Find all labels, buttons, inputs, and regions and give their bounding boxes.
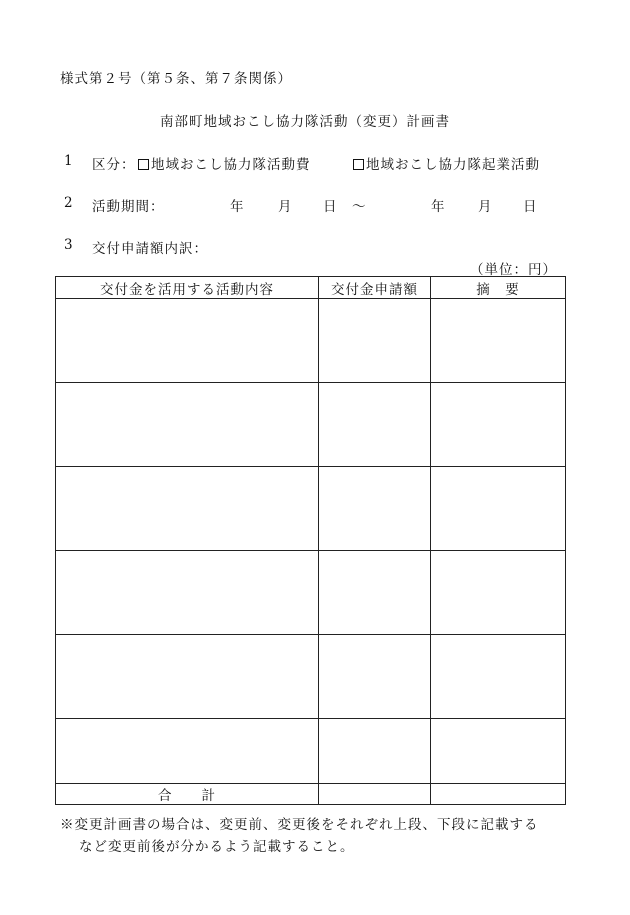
total-remarks-cell[interactable] bbox=[431, 784, 566, 805]
table-row bbox=[56, 383, 566, 467]
period-start-day: 日 bbox=[323, 199, 338, 215]
activity-cell[interactable] bbox=[56, 635, 319, 719]
remarks-cell[interactable] bbox=[431, 719, 566, 784]
table-total-row bbox=[56, 784, 566, 805]
table-row bbox=[56, 299, 566, 383]
page-title: 南部町地域おこし協力隊活動（変更）計画書 bbox=[160, 114, 450, 130]
header-remarks: 摘 要 bbox=[431, 277, 566, 299]
form-number: 様式第２号（第５条、第７条関係） bbox=[60, 71, 292, 87]
remarks-cell[interactable] bbox=[431, 551, 566, 635]
footnote bbox=[60, 814, 539, 858]
application-table bbox=[55, 276, 566, 805]
period-end-month: 月 bbox=[478, 199, 493, 215]
footnote-line-1: ※変更計画書の場合は、変更前、変更後をそれぞれ上段、下段に記載する bbox=[60, 817, 539, 833]
amount-cell[interactable] bbox=[319, 299, 431, 383]
item3-number: 3 bbox=[64, 237, 74, 253]
period-tilde: 〜 bbox=[352, 199, 367, 215]
item2-number: 2 bbox=[64, 195, 74, 211]
period-end-year: 年 bbox=[431, 199, 446, 215]
remarks-cell[interactable] bbox=[431, 635, 566, 719]
amount-cell[interactable] bbox=[319, 467, 431, 551]
activity-cell[interactable] bbox=[56, 719, 319, 784]
total-label: 合 計 bbox=[56, 784, 319, 805]
table-row bbox=[56, 719, 566, 784]
amount-cell[interactable] bbox=[319, 551, 431, 635]
table-row bbox=[56, 635, 566, 719]
amount-cell[interactable] bbox=[319, 383, 431, 467]
item1-option-startup[interactable] bbox=[353, 153, 540, 173]
item1-label: 区分： bbox=[92, 157, 136, 173]
total-amount-cell[interactable] bbox=[319, 784, 431, 805]
header-amount: 交付金申請額 bbox=[319, 277, 431, 299]
item2-label: 活動期間： bbox=[92, 199, 165, 215]
period-start-month: 月 bbox=[278, 199, 293, 215]
item1-number: 1 bbox=[64, 153, 74, 169]
activity-cell[interactable] bbox=[56, 299, 319, 383]
item1-option-activity-cost[interactable] bbox=[138, 153, 311, 173]
option-activity-cost-label: 地域おこし協力隊活動費 bbox=[151, 157, 311, 173]
period-start-year: 年 bbox=[230, 199, 245, 215]
table-row bbox=[56, 551, 566, 635]
header-activity: 交付金を活用する活動内容 bbox=[56, 277, 319, 299]
period-end-day: 日 bbox=[523, 199, 538, 215]
table-header-row bbox=[56, 277, 566, 299]
activity-cell[interactable] bbox=[56, 383, 319, 467]
unit-label: （単位：円） bbox=[470, 262, 557, 278]
amount-cell[interactable] bbox=[319, 635, 431, 719]
option-startup-label: 地域おこし協力隊起業活動 bbox=[366, 157, 540, 173]
remarks-cell[interactable] bbox=[431, 467, 566, 551]
checkbox-activity-cost[interactable] bbox=[138, 159, 149, 170]
amount-cell[interactable] bbox=[319, 719, 431, 784]
checkbox-startup[interactable] bbox=[353, 159, 364, 170]
activity-cell[interactable] bbox=[56, 551, 319, 635]
table-row bbox=[56, 467, 566, 551]
remarks-cell[interactable] bbox=[431, 383, 566, 467]
activity-cell[interactable] bbox=[56, 467, 319, 551]
footnote-line-2: など変更前後が分かるよう記載すること。 bbox=[79, 839, 355, 855]
remarks-cell[interactable] bbox=[431, 299, 566, 383]
item3-label: 交付申請額内訳： bbox=[92, 241, 208, 257]
